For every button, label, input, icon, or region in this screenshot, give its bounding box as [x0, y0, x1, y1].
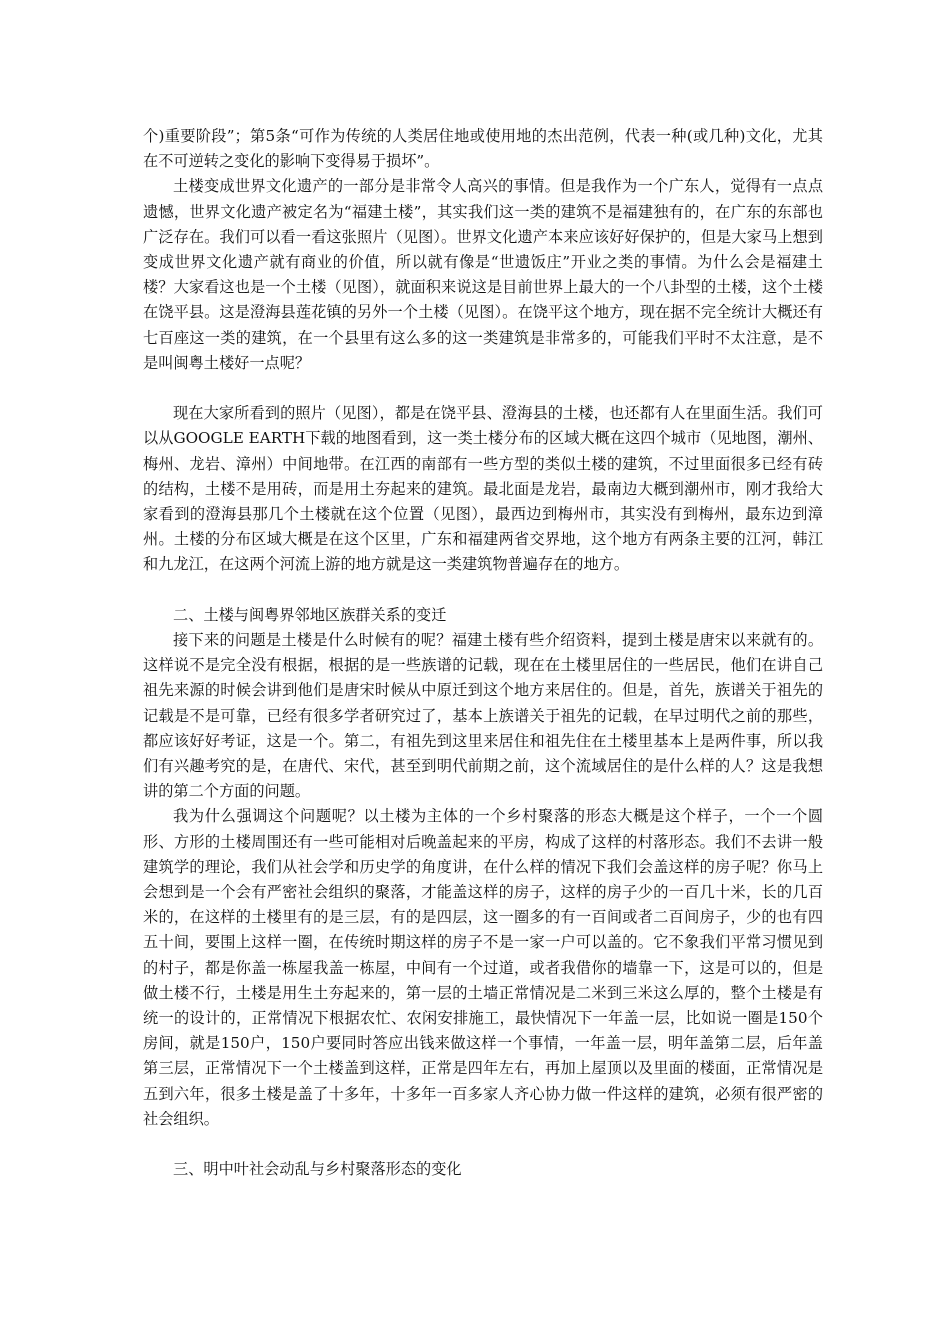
spacer — [143, 376, 823, 401]
paragraph-tulou-heritage: 土楼变成世界文化遗产的一部分是非常令人高兴的事情。但是我作为一个广东人，觉得有一点点遗憾，世界文化遗产被定名为“福建土楼”，其实我们这一类的建筑不是福建独有的，在广东的东部也广泛存在。我们可以看一看这张照片（见图）。世界文化遗产本来应该好好保护的，但是大家马上想到变成世界文化遗产就有商业的价值，所以就有像是“世遗饭庄”开业之类的事情。为什么会是福建土楼？大家看这也是一个土楼（见图），就面积来说这是目前世界上最大的一个八卦型的土楼，这个土楼在饶平县。这是澄海县莲花镇的另外一个土楼（见图）。在饶平这个地方，现在据不完全统计大概还有七百座这一类的建筑，在一个县里有这么多的这一类建筑是非常多的，可能我们平时不太注意，是不是叫闽粤土楼好一点呢？ — [143, 177, 823, 372]
document-page — [143, 124, 823, 1182]
paragraph-origin-question: 接下来的问题是土楼是什么时候有的呢？福建土楼有些介绍资料，提到土楼是唐宋以来就有的。这样说不是完全没有根据，根据的是一些族谱的记载，现在在土楼里居住的一些居民，他们在讲自己祖先来源的时候会讲到他们是唐宋时候从中原迁到这个地方来居住的。但是，首先，族谱关于祖先的记载是不是可靠，已经有很多学者研究过了，基本上族谱关于祖先的记载，在早过明代之前的那些，都应该好好考证，这是一个。第二，有祖先到这里来居住和祖先住在土楼里基本上是两件事，所以我们有兴趣考究的是，在唐代、宋代，甚至到明代前期之前，这个流域居住的是什么样的人？这是我想讲的第二个方面的问题。 — [143, 631, 823, 801]
paragraph-distribution: 现在大家所看到的照片（见图），都是在饶平县、澄海县的土楼，也还都有人在里面生活。我们可以从GOOGLE EARTH下载的地图看到，这一类土楼分布的区域大概在这四个城市（见地图，潮州、梅州、龙岩、漳州）中间地带。在江西的南部有一些方型的类似土楼的建筑，不过里面很多已经有砖的结构，土楼不是用砖，而是用土夯起来的建筑。最北面是龙岩，最南边大概到潮州市，刚才我给大家看到的澄海县那几个土楼就在这个位置（见图），最西边到梅州市，其实没有到梅州，最东边到漳州。土楼的分布区域大概是在这个区里，广东和福建两省交界地，这个地方有两条主要的江河，韩江和九龙江，在这两个河流上游的地方就是这一类建筑物普遍存在的地方。 — [143, 404, 823, 574]
paragraph-continuation: 个)重要阶段”；第5条“可作为传统的人类居住地或使用地的杰出范例，代表一种(或几种)文化，尤其在不可逆转之变化的影响下变得易于损坏”。 — [143, 127, 823, 171]
spacer — [143, 578, 823, 603]
section-heading-three: 三、明中叶社会动乱与乡村聚落形态的变化 — [173, 1160, 462, 1179]
spacer — [143, 1132, 823, 1157]
paragraph-social-organization: 我为什么强调这个问题呢？以土楼为主体的一个乡村聚落的形态大概是这个样子，一个一个圆形、方形的土楼周围还有一些可能相对后晚盖起来的平房，构成了这样的村落形态。我们不去讲一般建筑学的理论，我们从社会学和历史学的角度讲，在什么样的情况下我们会盖这样的房子呢？你马上会想到是一个会有严密社会组织的聚落，才能盖这样的房子，这样的房子少的一百几十米，长的几百米的，在这样的土楼里有的是三层，有的是四层，这一圈多的有一百间或者二百间房子，少的也有四五十间，要围上这样一圈，在传统时期这样的房子不是一家一户可以盖的。它不象我们平常习惯见到的村子，都是你盖一栋屋我盖一栋屋，中间有一个过道，或者我借你的墙靠一下，这是可以的，但是做土楼不行，土楼是用生土夯起来的，第一层的土墙正常情况是二米到三米这么厚的，整个土楼是有统一的设计的，正常情况下根据农忙、农闲安排施工，最快情况下一年盖一层，比如说一圈是150个房间，就是150户，150户要同时答应出钱来做这样一个事情，一年盖一层，明年盖第二层，后年盖第三层，正常情况下一个土楼盖到这样，正常是四年左右，再加上屋顶以及里面的楼面，正常情况是五到六年，很多土楼是盖了十多年，十多年一百多家人齐心协力做一件这样的建筑，必须有很严密的社会组织。 — [143, 807, 823, 1128]
section-heading-two: 二、土楼与闽粤界邻地区族群关系的变迁 — [173, 605, 447, 624]
